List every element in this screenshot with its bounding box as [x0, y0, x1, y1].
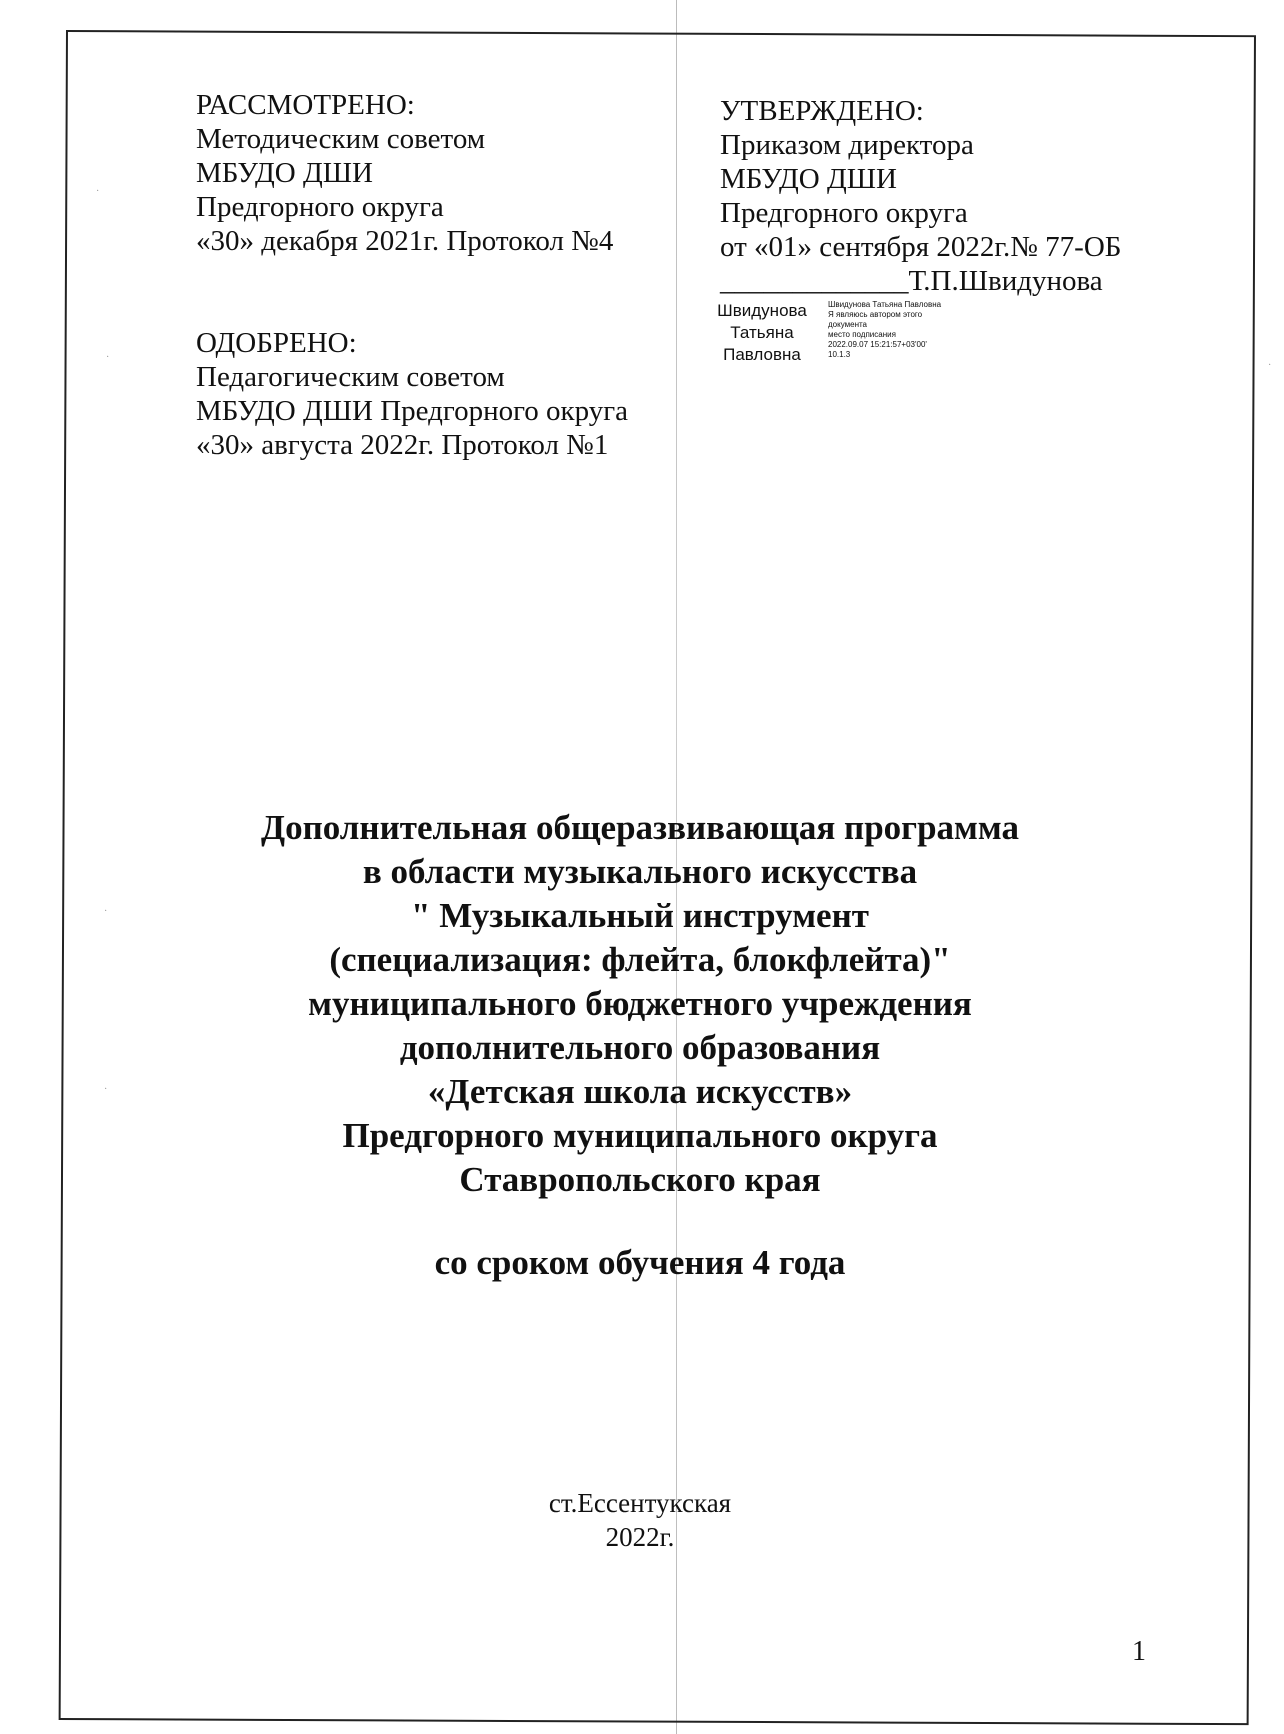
signature-name-line: Павловна	[723, 345, 801, 364]
confirmed-line: Предгорного округа	[720, 197, 968, 229]
place: ст.Ессентукская	[548, 1488, 732, 1518]
confirmed-block	[720, 94, 1121, 298]
approved-line: МБУДО ДШИ Предгорного округа	[196, 395, 628, 427]
confirmed-order: от «01» сентября 2022г.№ 77-ОБ	[720, 231, 1122, 263]
director-signature-line: _____________Т.П.Швидунова	[720, 265, 1103, 297]
title-line: Предгорного муниципального округа	[342, 1116, 938, 1155]
signature-name-line: Татьяна	[730, 323, 794, 342]
digital-signature-details	[828, 300, 941, 360]
approved-pedagogical-block	[196, 326, 628, 462]
considered-line: Методическим советом	[196, 123, 486, 155]
page-number: 1	[1132, 1636, 1146, 1667]
considered-block	[196, 88, 613, 258]
scan-speck: ·	[104, 1084, 108, 1095]
signature-detail-line: место подписания	[828, 330, 896, 339]
title-line: в области музыкального искусства	[362, 852, 918, 891]
program-title	[140, 806, 1140, 1202]
approved-line: Педагогическим советом	[196, 361, 505, 393]
approved-heading: ОДОБРЕНО:	[196, 327, 357, 359]
signature-detail-line: документа	[828, 320, 868, 329]
scan-speck: ·	[1268, 360, 1272, 371]
title-line: «Детская школа искусств»	[427, 1072, 853, 1111]
signature-detail-line: Швидунова Татьяна Павловна	[828, 300, 942, 309]
place-and-year	[340, 1486, 940, 1554]
title-line: " Музыкальный инструмент	[411, 896, 869, 935]
considered-protocol: «30» декабря 2021г. Протокол №4	[196, 225, 614, 257]
considered-heading: РАССМОТРЕНО:	[196, 89, 415, 121]
confirmed-heading: УТВЕРЖДЕНО:	[720, 95, 924, 127]
considered-line: МБУДО ДШИ	[196, 157, 373, 189]
title-line: дополнительного образования	[399, 1028, 881, 1067]
confirmed-line: МБУДО ДШИ	[720, 163, 897, 195]
title-line: Дополнительная общеразвивающая программа	[261, 808, 1019, 847]
signature-detail-line: 2022.09.07 15:21:57+03'00'	[828, 340, 927, 349]
scan-speck: ·	[104, 906, 108, 917]
signature-name-line: Швидунова	[717, 301, 807, 320]
digital-signature-name	[712, 300, 812, 366]
title-line: Ставропольского края	[459, 1160, 821, 1199]
considered-line: Предгорного округа	[196, 191, 444, 223]
title-line: (специализация: флейта, блокфлейта)"	[329, 940, 951, 979]
signature-detail-line: 10.1.3	[828, 350, 851, 359]
scan-speck: ·	[106, 352, 110, 363]
year: 2022г.	[605, 1522, 675, 1552]
scan-speck: ·	[96, 186, 100, 197]
title-line: муниципального бюджетного учреждения	[308, 984, 972, 1023]
confirmed-line: Приказом директора	[720, 129, 974, 161]
study-duration: со сроком обучения 4 года	[434, 1243, 846, 1282]
approved-protocol: «30» августа 2022г. Протокол №1	[196, 429, 609, 461]
signature-detail-line: Я являюсь автором этого	[828, 310, 923, 319]
